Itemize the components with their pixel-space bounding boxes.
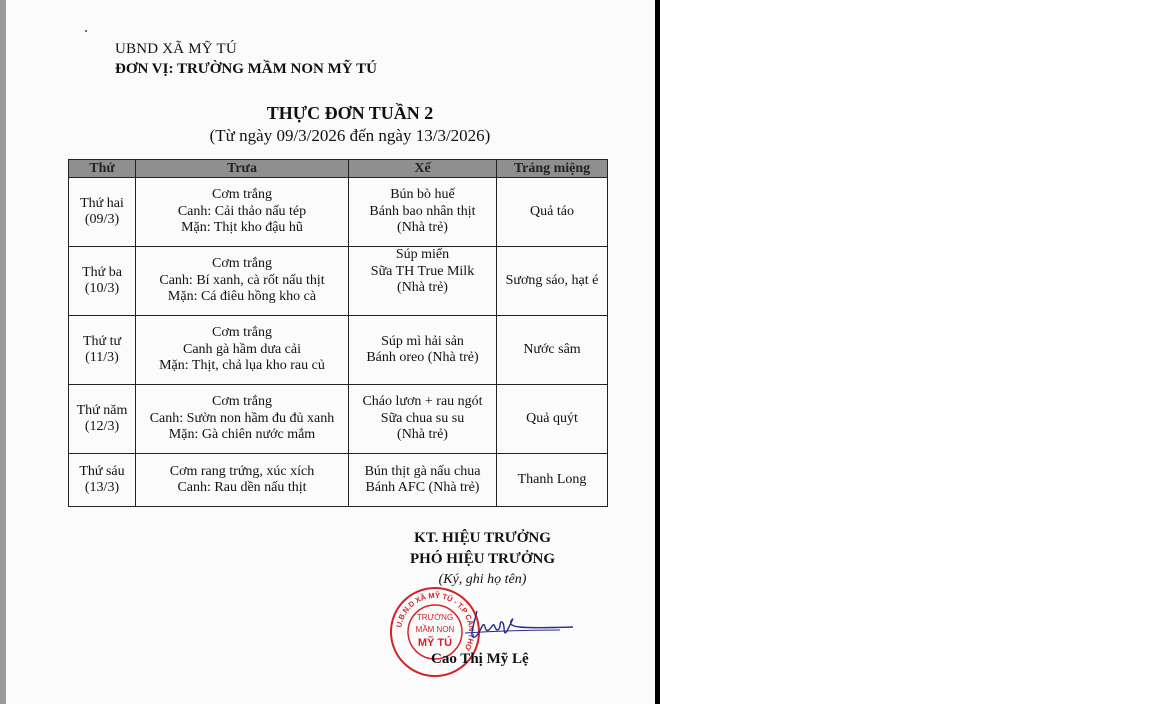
lunch-item: Canh: Rau dền nấu thịt: [177, 480, 307, 495]
col-header-dessert: Tráng miệng: [497, 160, 608, 178]
signature-title-2: PHÓ HIỆU TRƯỞNG: [409, 551, 555, 567]
lunch-item: Mặn: Gà chiên nước mắm: [168, 427, 316, 443]
org-line-2: ĐƠN VỊ: TRƯỜNG MẦM NON MỸ TÚ: [115, 61, 377, 77]
day-date: (10/3): [84, 281, 120, 296]
signature-stroke: [472, 611, 573, 637]
stamp-center-line-1: TRƯỜNG: [416, 613, 454, 622]
snack-cell: [349, 454, 497, 507]
dessert-cell: Thanh Long: [497, 454, 608, 507]
snack-item: (Nhà trẻ): [397, 280, 448, 295]
lunch-item: Canh: Bí xanh, cà rốt nấu thịt: [159, 272, 325, 288]
table-row: [69, 454, 608, 507]
menu-table: [68, 159, 608, 507]
col-header-day: Thứ: [69, 160, 136, 178]
day-date: (13/3): [84, 480, 120, 495]
lunch-item: Mặn: Cá điêu hồng kho cà: [167, 289, 317, 305]
day-name: Thứ hai: [80, 195, 124, 211]
day-cell: [69, 178, 136, 247]
lunch-item: Cơm trắng: [212, 325, 272, 341]
stamp-center-line-3: MỸ TÚ: [417, 637, 453, 649]
lunch-item: Mặn: Thịt, chả lụa kho rau củ: [159, 358, 325, 374]
snack-item: Cháo lươn + rau ngót: [362, 394, 483, 410]
day-date: (11/3): [85, 350, 119, 365]
day-cell: [69, 316, 136, 385]
lunch-item: Cơm rang trứng, xúc xích: [169, 463, 315, 479]
lunch-item: Mặn: Thịt kho đậu hũ: [181, 220, 303, 236]
snack-item: Bánh AFC (Nhà trẻ): [365, 480, 480, 495]
lunch-cell: [136, 316, 349, 385]
col-header-lunch: Trưa: [136, 160, 349, 178]
document-subtitle: (Từ ngày 09/3/2026 đến ngày 13/3/2026): [209, 126, 491, 145]
snack-item: Bánh bao nhân thịt: [369, 203, 476, 219]
signature-instruction: (Ký, ghi họ tên): [438, 572, 527, 587]
table-header-row: [69, 160, 608, 178]
snack-item: Súp miến: [395, 247, 450, 262]
snack-cell: [349, 178, 497, 247]
lunch-item: Canh: Sườn non hầm đu đủ xanh: [149, 410, 335, 426]
table-row: [69, 385, 608, 454]
lunch-item: Canh: Cải thảo nấu tép: [177, 203, 307, 219]
stamp-center-line-2: MẦM NON: [415, 625, 455, 634]
dessert-cell: Quả quýt: [497, 385, 608, 454]
snack-item: Sữa TH True Milk: [370, 263, 475, 279]
day-cell: [69, 454, 136, 507]
snack-item: Bún bò huế: [390, 187, 455, 203]
lunch-cell: [136, 247, 349, 316]
snack-item: (Nhà trẻ): [397, 220, 448, 236]
table-row: [69, 247, 608, 316]
day-name: Thứ năm: [76, 402, 128, 418]
dessert-cell: Nước sâm: [497, 316, 608, 385]
snack-item: Sữa chua su su: [380, 410, 465, 426]
day-cell: [69, 247, 136, 316]
handwritten-signature: [455, 597, 580, 647]
lunch-item: Canh gà hầm dưa cải: [183, 341, 301, 357]
snack-cell: [349, 385, 497, 454]
day-name: Thứ sáu: [79, 463, 125, 479]
scan-speck: [85, 30, 87, 32]
col-header-snack: Xế: [349, 160, 497, 178]
day-name: Thứ tư: [82, 333, 122, 349]
day-name: Thứ ba: [82, 264, 122, 280]
dessert-cell: Sương sáo, hạt é: [497, 247, 608, 316]
snack-item: Bún thịt gà nấu chua: [364, 463, 481, 479]
snack-cell: [349, 316, 497, 385]
dessert-cell: Quả táo: [497, 178, 608, 247]
lunch-item: Cơm trắng: [212, 187, 272, 203]
lunch-cell: [136, 454, 349, 507]
snack-item: Súp mì hải sản: [381, 333, 464, 349]
signer-name: Cao Thị Mỹ Lệ: [431, 651, 529, 667]
stamp-ring-text: U.B.N.D XÃ MỸ TÚ - T.P CẦN THƠ: [394, 590, 477, 653]
day-cell: [69, 385, 136, 454]
day-date: (12/3): [84, 419, 120, 434]
table-row: [69, 178, 608, 247]
snack-item: Bánh oreo (Nhà trẻ): [366, 350, 479, 365]
snack-cell: [349, 247, 497, 316]
blank-area: [660, 0, 1152, 704]
document-title: THỰC ĐƠN TUẦN 2: [266, 103, 434, 123]
lunch-cell: [136, 385, 349, 454]
lunch-item: Cơm trắng: [212, 256, 272, 272]
lunch-cell: [136, 178, 349, 247]
table-row: [69, 316, 608, 385]
org-line-1: UBND XÃ MỸ TÚ: [115, 41, 237, 57]
day-date: (09/3): [84, 212, 120, 227]
snack-item: (Nhà trẻ): [397, 427, 448, 443]
signature-title-1: KT. HIỆU TRƯỞNG: [414, 530, 551, 546]
lunch-item: Cơm trắng: [212, 394, 272, 410]
